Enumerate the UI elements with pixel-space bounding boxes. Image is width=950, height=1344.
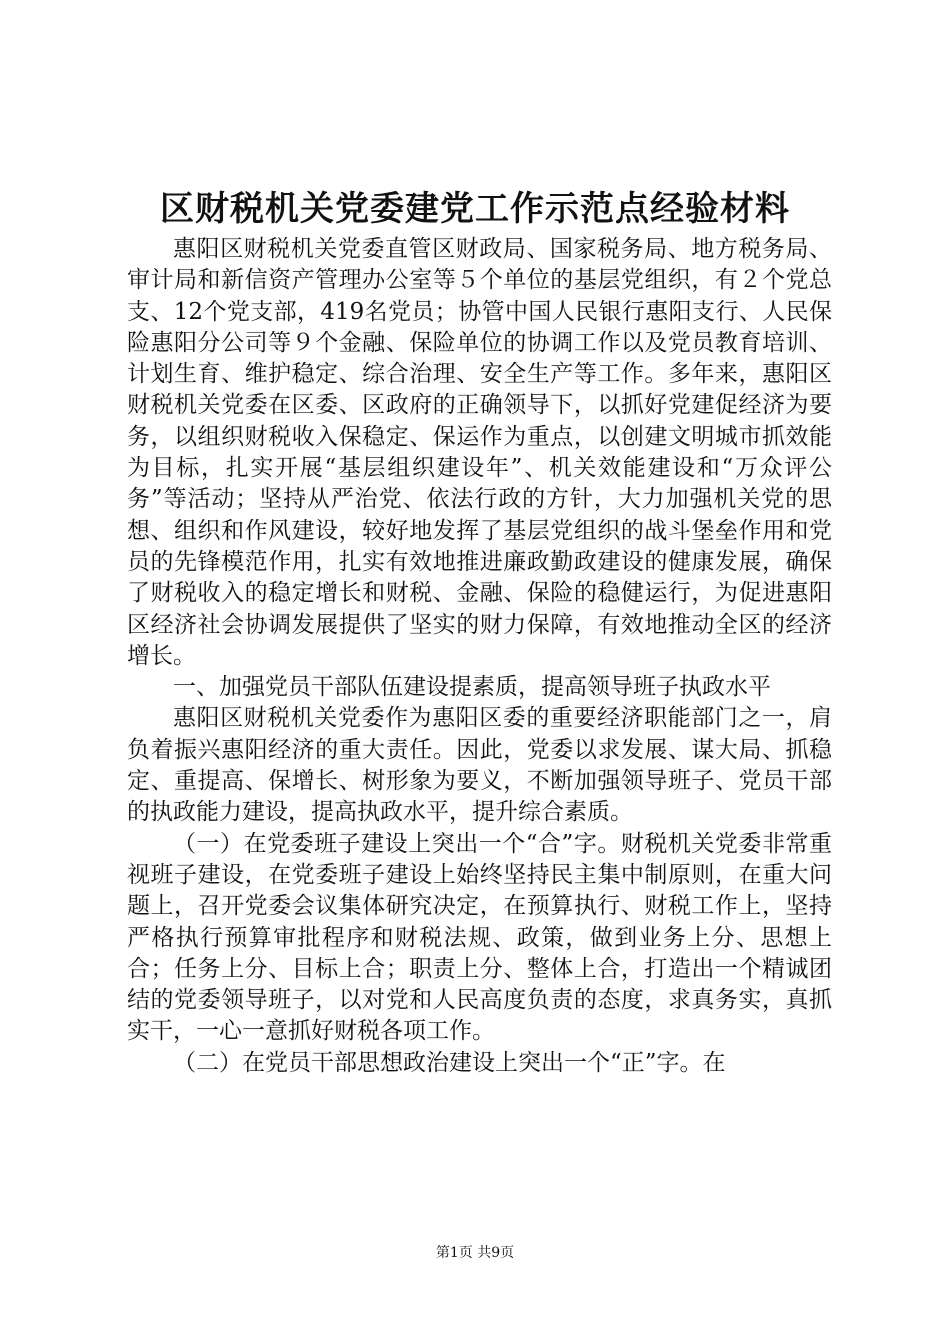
paragraph-intro: 惠阳区财税机关党委直管区财政局、国家税务局、地方税务局、审计局和新信资产管理办公室等５个单位的基层党组织，有２个党总支、12个党支部，419名党员；协管中国人民银行惠阳支行、人民保险惠阳分公司等９个金融、保险单位的协调工作以及党员教育培训、计划生育、维护稳定、综合治理、安全生产等工作。多年来，惠阳区财税机关党委在区委、区政府的正确领导下，以抓好党建促经济为要务，以组织财税收入保稳定、保运作为重点，以创建文明城市抓效能为目标，扎实开展“基层组织建设年”、机关效能建设和“万众评公务”等活动；坚持从严治党、依法行政的方针，大力加强机关党的思想、组织和作风建设，较好地发挥了基层党组织的战斗堡垒作用和党员的先锋模范作用，扎实有效地推进廉政勤政建设的健康发展，确保了财税收入的稳定增长和财税、金融、保险的稳健运行，为促进惠阳区经济社会协调发展提供了坚实的财力保障，有效地推动全区的经济增长。 [127, 236, 832, 669]
document-body [127, 234, 832, 1079]
paragraph-section-1: 惠阳区财税机关党委作为惠阳区委的重要经济职能部门之一，肩负着振兴惠阳经济的重大责任。因此，党委以求发展、谋大局、抓稳定、重提高、保增长、树形象为要义，不断加强领导班子、党员干部的执政能力建设，提高执政水平，提升综合素质。 [127, 705, 832, 826]
paragraph-subsection-1: （一）在党委班子建设上突出一个“合”字。财税机关党委非常重视班子建设，在党委班子建设上始终坚持民主集中制原则，在重大问题上，召开党委会议集体研究决定，在预算执行、财税工作上，坚持严格执行预算审批程序和财税法规、政策，做到业务上分、思想上合；任务上分、目标上合；职责上分、整体上合，打造出一个精诚团结的党委领导班子，以对党和人民高度负责的态度，求真务实，真抓实干，一心一意抓好财税各项工作。 [127, 830, 832, 1045]
page-number-footer: 第1页 共9页 [435, 1245, 515, 1261]
section-heading-1: 一、加强党员干部队伍建设提素质，提高领导班子执政水平 [173, 674, 771, 701]
paragraph-subsection-2: （二）在党员干部思想政治建设上突出一个“正”字。在 [173, 1049, 726, 1076]
document-title: 区财税机关党委建党工作示范点经验材料 [160, 189, 790, 229]
